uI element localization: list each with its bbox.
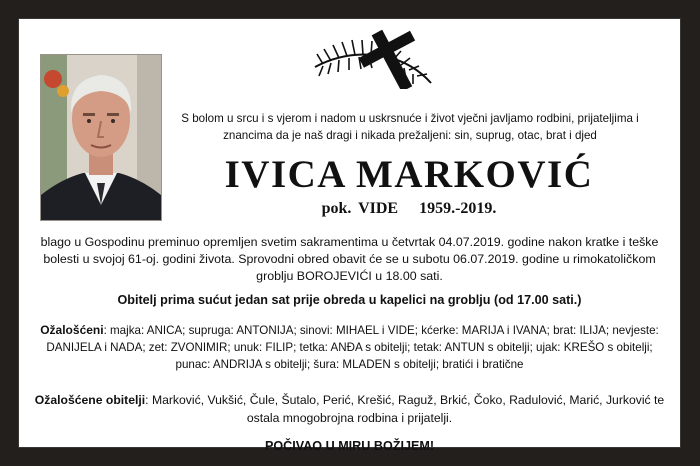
mourners-list: [31, 322, 668, 373]
families-label: Ožalošćene obitelji: [34, 393, 146, 407]
visitation-note: Obitelj prima sućut jedan sat prije obreda u kapelici na groblju (od 17.00 sati.): [117, 293, 582, 307]
families-list: [31, 391, 668, 427]
father-and-years: [169, 200, 649, 218]
mourners-text: : majka: ANICA; supruga: ANTONIJA; sinovi: MIHAEL i VIDE; kćerke: MARIJA i IVANA; brat: ILIJA; nevjeste: DANIJELA i NADA; zet: ZVONIMIR; unuk: FILIP; tetka: ANĐA s obitelji; tetak: ANTUN s obitelji; ujak: KREŠO s obitelji; punac: ANDRIJA s obitelji; šura: MLADEN s obitelji; bratići i bratične: [46, 324, 659, 371]
portrait-photo: [40, 54, 162, 221]
mourners-label: Ožalošćeni: [40, 323, 104, 337]
deceased-name: IVICA MARKOVIĆ: [224, 153, 594, 196]
closing-line: POČIVAO U MIRU BOŽIJEM!: [264, 439, 435, 453]
funeral-details: blago u Gospodinu preminuo opremljen svetim sakramentima u četvrtak 04.07.2019. godine nakon kratke i teške bolesti u svojoj 61-oj. godini života. Sprovodni obred obavit će se u subotu 06.07.2019. godine u rimokatoličkom groblju BOROJEVIĆI u 18.00 sati.: [40, 235, 659, 283]
intro-text: S bolom u srcu i s vjerom i nadom u uskrsnuće i život vječni javljamo rodbini, prijateljima i znancima da je naš dragi i nikada prežaljeni: sin, suprug, otac, brat i djed: [181, 112, 639, 142]
life-years: 1959.-2019.: [419, 200, 497, 217]
cross-with-palm-icon: [309, 27, 449, 89]
obituary-card: [19, 19, 680, 453]
father-name: pok. VIDE: [321, 200, 399, 217]
families-text: : Marković, Vukšić, Čule, Šutalo, Perić, Krešić, Raguž, Brkić, Čoko, Radulović, Marić, Jurković te ostala mnogobrojna rodbina i prijatelji.: [145, 393, 665, 425]
